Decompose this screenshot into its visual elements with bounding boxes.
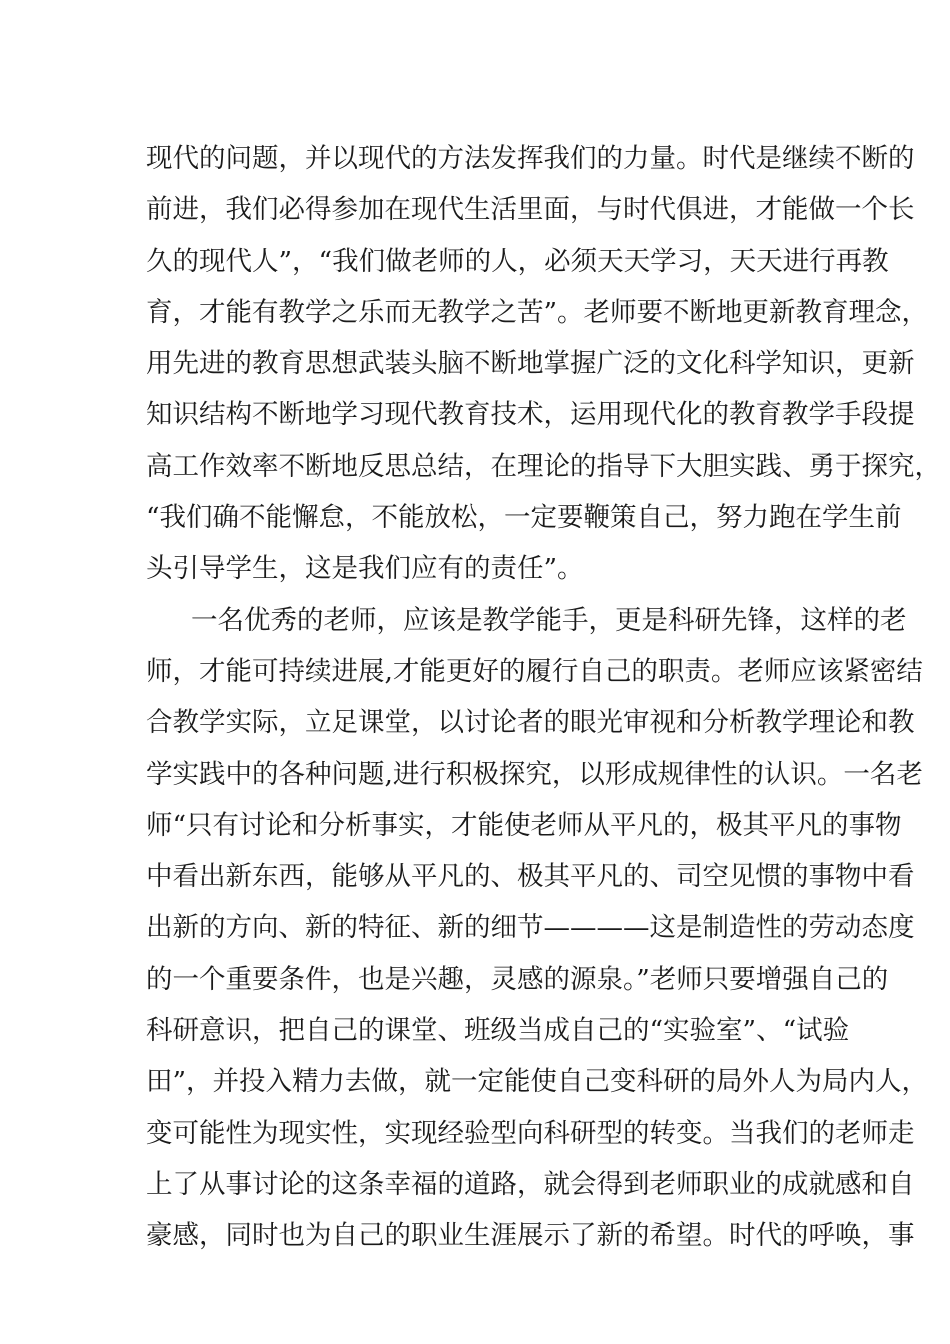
body-text: [146, 133, 941, 1262]
text-line: 师，才能可持续进展,才能更好的履行自己的职责。老师应该紧密结: [146, 655, 923, 687]
text-line: 师“只有讨论和分析事实，才能使老师从平凡的，极其平凡的事物: [146, 809, 902, 841]
text-line: 合教学实际，立足课堂，以讨论者的眼光审视和分析教学理论和教: [146, 707, 915, 739]
text-line: 一名优秀的老师，应该是教学能手，更是科研先锋，这样的老: [191, 604, 907, 636]
text-line: 的一个重要条件，也是兴趣，灵感的源泉。”老师只要增强自己的: [146, 963, 889, 995]
text-line: 上了从事讨论的这条幸福的道路，就会得到老师职业的成就感和自: [146, 1168, 915, 1200]
text-line: 知识结构不断地学习现代教育技术，运用现代化的教育教学手段提: [146, 399, 915, 431]
text-line: 高工作效率不断地反思总结，在理论的指导下大胆实践、勇于探究，: [146, 450, 941, 482]
text-line: 育，才能有教学之乐而无教学之苦”。老师要不断地更新教育理念，: [146, 296, 929, 328]
text-line: 科研意识，把自己的课堂、班级当成自己的“实验室”、“试验: [146, 1015, 850, 1047]
text-line: “我们确不能懈怠，不能放松，一定要鞭策自己，努力跑在学生前: [146, 502, 902, 534]
paragraph-1: [146, 133, 941, 595]
text-line: 头引导学生，这是我们应有的责任”。: [146, 553, 584, 585]
text-line: 学实践中的各种问题,进行积极探究，以形成规律性的认识。一名老: [146, 758, 923, 790]
text-line: 中看出新东西，能够从平凡的、极其平凡的、司空见惯的事物中看: [146, 861, 915, 893]
text-line: 变可能性为现实性，实现经验型向科研型的转变。当我们的老师走: [146, 1117, 915, 1149]
text-line: 前进，我们必得参加在现代生活里面，与时代俱进，才能做一个长: [146, 194, 915, 226]
text-line: 久的现代人”，“我们做老师的人，必须天天学习，天天进行再教: [146, 245, 889, 277]
text-line: 现代的问题，并以现代的方法发挥我们的力量。时代是继续不断的: [146, 143, 915, 174]
text-line: 出新的方向、新的特征、新的细节————这是制造性的劳动态度: [146, 912, 915, 944]
text-line: 豪感，同时也为自己的职业生涯展示了新的希望。时代的呼唤，事: [146, 1220, 915, 1252]
text-line: 用先进的教育思想武装头脑不断地掌握广泛的文化科学知识，更新: [146, 348, 915, 380]
paragraph-2: [146, 595, 929, 1262]
text-line: 田”，并投入精力去做，就一定能使自己变科研的局外人为局内人，: [146, 1066, 929, 1098]
